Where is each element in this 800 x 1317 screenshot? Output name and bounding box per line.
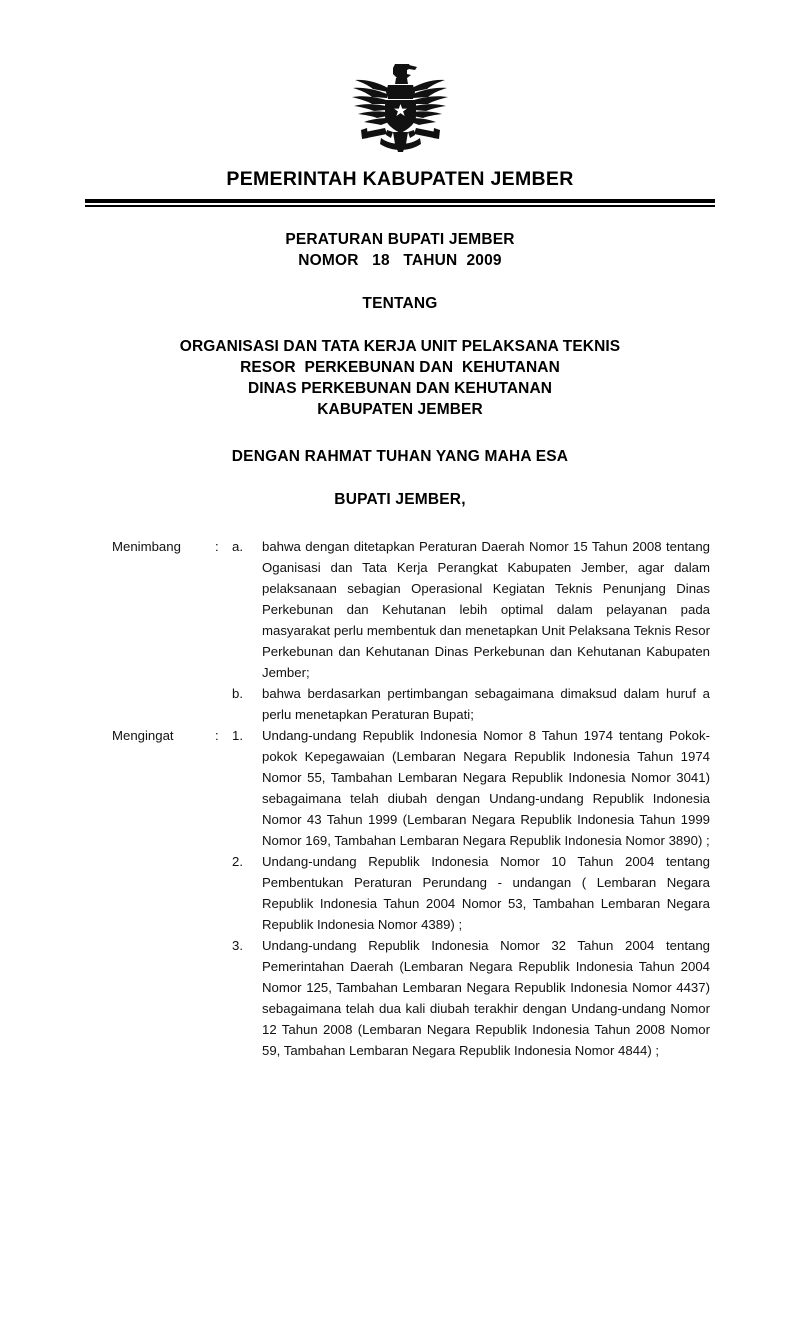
spacer [0, 467, 800, 489]
tentang-label: TENTANG [362, 295, 438, 312]
item-text: bahwa berdasarkan pertimbangan sebagaimana dimaksud dalam huruf a perlu menetapkan Peraturan Bupati; [262, 686, 710, 722]
divider-thin-line [85, 205, 715, 207]
title-block [0, 229, 800, 510]
clause-colon: : [215, 539, 219, 554]
clause-menimbang [112, 536, 710, 725]
item-text: Undang-undang Republik Indonesia Nomor 10 Tahun 2004 tentang Pembentukan Peraturan Perundang - undangan ( Lembaran Negara Republik Indonesia Tahun 2004 Nomor 53, Tambahan Lembaran Negara Republik Indonesia Nomor 4389) ; [262, 854, 710, 932]
item-marker: b. [232, 686, 243, 701]
regulation-title-line-1: PERATURAN BUPATI JEMBER [285, 231, 515, 248]
official-title: BUPATI JEMBER, [334, 491, 466, 508]
subject-line-1: ORGANISASI DAN TATA KERJA UNIT PELAKSANA TEKNIS [179, 338, 621, 355]
clause-label-menimbang: Menimbang [112, 539, 181, 554]
clause-items-menimbang [232, 536, 710, 725]
emblem-container [0, 0, 800, 162]
subject-line-3: DINAS PERKEBUNAN DAN KEHUTANAN [247, 380, 553, 397]
header-divider [85, 199, 715, 207]
clause-items-mengingat [232, 725, 710, 1061]
item-text: Undang-undang Republik Indonesia Nomor 32 Tahun 2004 tentang Pemerintahan Daerah (Lembaran Negara Republik Indonesia Tahun 2004 Nomor 125, Tambahan Lembaran Negara Republik Indonesia Nomor 4437) sebagaimana telah dua kali diubah terakhir dengan Undang-undang Nomor 12 Tahun 2008 (Lembaran Negara Republik Indonesia Tahun 2008 Nomor 59, Tambahan Lembaran Negara Republik Indonesia Nomor 4844) ; [262, 938, 710, 1058]
spacer [0, 271, 800, 293]
government-title: PEMERINTAH KABUPATEN JEMBER [226, 168, 574, 190]
spacer [0, 420, 800, 446]
item-text: Undang-undang Republik Indonesia Nomor 8 Tahun 1974 tentang Pokok-pokok Kepegawaian (Lembaran Negara Republik Indonesia Tahun 1974 Nomor 55, Tambahan Lembaran Negara Republik Indonesia Nomor 3041) sebagaimana telah diubah dengan Undang-undang Republik Indonesia Nomor 43 Tahun 1999 (Lembaran Negara Republik Indonesia Tahun 1999 Nomor 169, Tambahan Lembaran Negara Republik Indonesia Nomor 3890) ; [262, 728, 710, 848]
blessing-line: DENGAN RAHMAT TUHAN YANG MAHA ESA [231, 448, 569, 465]
item-marker: a. [232, 539, 243, 554]
list-item [232, 851, 710, 935]
subject-line-2: RESOR PERKEBUNAN DAN KEHUTANAN [240, 359, 560, 376]
clause-mengingat [112, 725, 710, 1061]
clauses-section [0, 536, 800, 1061]
list-item [232, 935, 710, 1061]
clause-label-mengingat: Mengingat [112, 728, 174, 743]
list-item [232, 683, 710, 725]
garuda-pancasila-emblem [341, 58, 459, 162]
item-marker: 2. [232, 854, 243, 869]
regulation-title-line-2: NOMOR 18 TAHUN 2009 [298, 252, 502, 269]
list-item [232, 536, 710, 683]
list-item [232, 725, 710, 851]
clause-colon: : [215, 728, 219, 743]
item-marker: 3. [232, 938, 243, 953]
item-marker: 1. [232, 728, 243, 743]
item-text: bahwa dengan ditetapkan Peraturan Daerah Nomor 15 Tahun 2008 tentang Oganisasi dan Tata Kerja Perangkat Kabupaten Jember, agar dalam pelaksanaan sebagian Operasional Kegiatan Teknis Penunjang Dinas Perkebunan dan Kehutanan lebih optimal dalam pelayanan pada masyarakat perlu membentuk dan menetapkan Unit Pelaksana Teknis Resor Perkebunan dan Kehutanan Dinas Perkebunan dan Kehutanan Kabupaten Jember; [262, 539, 710, 680]
subject-line-4: KABUPATEN JEMBER [317, 401, 483, 418]
spacer [0, 314, 800, 336]
